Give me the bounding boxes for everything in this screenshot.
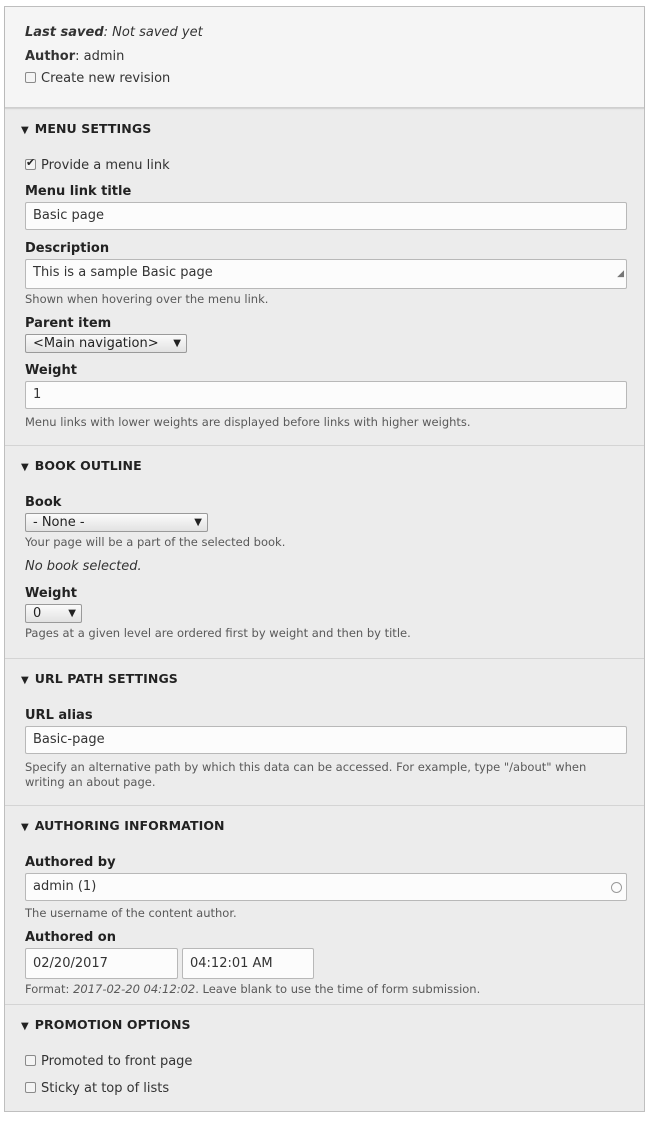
create-revision-row[interactable] <box>25 71 170 86</box>
sticky-row[interactable] <box>25 1081 169 1096</box>
promoted-checkbox[interactable] <box>25 1055 36 1066</box>
url-alias-help-line1: Specify an alternative path by which this data can be accessed. For example, type "/about" when <box>25 760 587 774</box>
provide-menu-link-row[interactable] <box>25 158 170 173</box>
create-revision-label[interactable]: Create new revision <box>41 71 171 86</box>
node-settings-sidebar <box>4 6 645 1112</box>
description-text: This is a sample Basic page <box>33 265 213 280</box>
autocomplete-circle-icon <box>611 882 622 893</box>
url-alias-label: URL alias <box>25 708 93 723</box>
url-path-section <box>5 658 644 807</box>
authored-on-format-help <box>25 982 480 996</box>
menu-link-title-input[interactable]: Basic page <box>25 202 627 230</box>
sticky-label[interactable]: Sticky at top of lists <box>41 1081 170 1096</box>
menu-settings-section <box>5 108 644 447</box>
provide-menu-link-checkbox[interactable] <box>25 159 36 170</box>
resize-handle-icon[interactable]: ◢ <box>617 269 624 279</box>
book-weight-help: Pages at a given level are ordered first by weight and then by title. <box>25 626 411 640</box>
book-help: Your page will be a part of the selected book. <box>25 535 286 549</box>
author-label: Author <box>25 49 76 64</box>
format-prefix: Format: <box>25 982 74 996</box>
url-alias-input[interactable]: Basic-page <box>25 726 627 754</box>
promoted-row[interactable] <box>25 1054 192 1069</box>
book-weight-label: Weight <box>25 586 77 601</box>
format-suffix: . Leave blank to use the time of form submission. <box>195 982 481 996</box>
promotion-section <box>5 1004 644 1112</box>
book-outline-heading: BOOK OUTLINE <box>34 458 142 473</box>
authoring-toggle[interactable] <box>21 818 225 833</box>
format-example: 2017-02-20 04:12:02 <box>73 982 196 996</box>
book-label: Book <box>25 495 62 510</box>
last-saved-label: Last saved <box>25 25 104 40</box>
book-outline-section <box>5 445 644 660</box>
triangle-down-icon: ▼ <box>21 462 29 473</box>
menu-weight-input[interactable]: 1 <box>25 381 627 409</box>
last-saved-line <box>25 25 203 40</box>
triangle-down-icon: ▼ <box>21 1021 29 1032</box>
triangle-down-icon: ▼ <box>21 822 29 833</box>
provide-menu-link-label[interactable]: Provide a menu link <box>41 158 170 173</box>
authored-by-input[interactable] <box>25 873 627 901</box>
description-textarea[interactable] <box>25 259 627 289</box>
menu-weight-label: Weight <box>25 363 77 378</box>
url-alias-help-line2: writing an about page. <box>25 775 156 789</box>
author-line <box>25 49 124 64</box>
book-weight-value: 0 <box>33 606 42 621</box>
authoring-heading: AUTHORING INFORMATION <box>34 818 225 833</box>
caret-down-icon: ▼ <box>194 517 202 528</box>
promoted-label[interactable]: Promoted to front page <box>41 1054 193 1069</box>
book-weight-select[interactable] <box>25 604 82 623</box>
authored-on-label: Authored on <box>25 930 116 945</box>
authored-by-value: admin (1) <box>33 879 97 894</box>
menu-weight-help: Menu links with lower weights are displayed before links with higher weights. <box>25 415 471 429</box>
sticky-checkbox[interactable] <box>25 1082 36 1093</box>
description-help: Shown when hovering over the menu link. <box>25 292 269 306</box>
last-saved-value: : Not saved yet <box>103 25 203 40</box>
triangle-down-icon: ▼ <box>21 675 29 686</box>
authored-on-time-input[interactable]: 04:12:01 AM <box>182 948 314 979</box>
menu-settings-heading: MENU SETTINGS <box>34 121 152 136</box>
authored-by-label: Authored by <box>25 855 116 870</box>
authored-on-date-input[interactable]: 02/20/2017 <box>25 948 178 979</box>
parent-item-value: <Main navigation> <box>33 336 159 351</box>
caret-down-icon: ▼ <box>173 338 181 349</box>
create-revision-checkbox[interactable] <box>25 72 36 83</box>
caret-down-icon: ▼ <box>68 608 76 619</box>
description-label: Description <box>25 241 110 256</box>
url-path-toggle[interactable] <box>21 671 178 686</box>
author-value: : admin <box>75 49 125 64</box>
authored-by-help: The username of the content author. <box>25 906 237 920</box>
promotion-heading: PROMOTION OPTIONS <box>34 1017 191 1032</box>
triangle-down-icon: ▼ <box>21 125 29 136</box>
parent-item-label: Parent item <box>25 316 112 331</box>
url-path-heading: URL PATH SETTINGS <box>34 671 178 686</box>
menu-settings-toggle[interactable] <box>21 121 151 136</box>
menu-link-title-label: Menu link title <box>25 184 132 199</box>
parent-item-select[interactable] <box>25 334 187 353</box>
no-book-selected: No book selected. <box>25 559 142 574</box>
book-outline-toggle[interactable] <box>21 458 142 473</box>
book-select[interactable] <box>25 513 208 532</box>
book-select-value: - None - <box>33 515 85 530</box>
meta-block <box>5 7 644 108</box>
promotion-toggle[interactable] <box>21 1017 191 1032</box>
authoring-section <box>5 805 644 1006</box>
